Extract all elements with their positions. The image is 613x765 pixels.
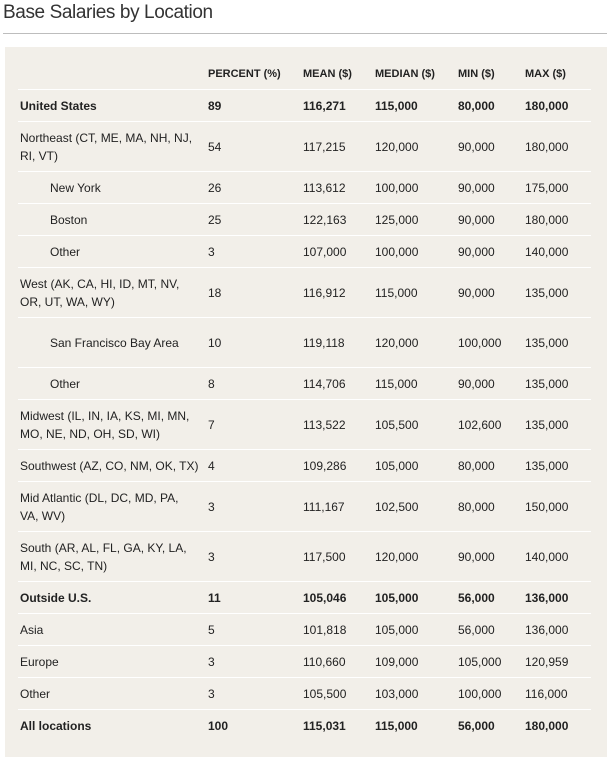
row-mean: 101,818 xyxy=(303,614,375,646)
row-percent: 10 xyxy=(208,318,303,368)
row-percent: 3 xyxy=(208,678,303,710)
table-row xyxy=(18,646,591,678)
header-median: MEDIAN ($) xyxy=(375,67,435,80)
row-min: 56,000 xyxy=(458,582,525,614)
row-location: Northeast (CT, ME, MA, NH, NJ, RI, VT) xyxy=(18,122,208,172)
header-mean: MEAN ($) xyxy=(303,67,352,80)
page-title: Base Salaries by Location xyxy=(3,2,213,23)
row-median: 115,000 xyxy=(375,268,458,318)
row-percent: 26 xyxy=(208,172,303,204)
row-min: 90,000 xyxy=(458,532,525,582)
table-row xyxy=(18,368,591,400)
row-percent: 3 xyxy=(208,482,303,532)
header-max: MAX ($) xyxy=(525,67,566,80)
table-row xyxy=(18,710,591,742)
row-min: 102,600 xyxy=(458,400,525,450)
row-max: 116,000 xyxy=(525,678,591,710)
row-mean: 107,000 xyxy=(303,236,375,268)
row-median: 105,500 xyxy=(375,400,458,450)
row-percent: 100 xyxy=(208,710,303,742)
table-row xyxy=(18,204,591,236)
row-mean: 110,660 xyxy=(303,646,375,678)
row-median: 125,000 xyxy=(375,204,458,236)
row-max: 136,000 xyxy=(525,582,591,614)
table-row xyxy=(18,172,591,204)
row-max: 180,000 xyxy=(525,90,591,122)
row-min: 80,000 xyxy=(458,450,525,482)
table-row xyxy=(18,482,591,532)
header-location xyxy=(18,58,208,90)
table-row xyxy=(18,532,591,582)
row-location: New York xyxy=(18,172,208,204)
row-median: 115,000 xyxy=(375,710,458,742)
row-max: 120,959 xyxy=(525,646,591,678)
row-max: 135,000 xyxy=(525,450,591,482)
row-max: 140,000 xyxy=(525,236,591,268)
row-location: Europe xyxy=(18,646,208,678)
row-mean: 114,706 xyxy=(303,368,375,400)
table-row xyxy=(18,678,591,710)
row-location: Mid Atlantic (DL, DC, MD, PA, VA, WV) xyxy=(18,482,208,532)
row-max: 175,000 xyxy=(525,172,591,204)
row-median: 105,000 xyxy=(375,582,458,614)
row-percent: 5 xyxy=(208,614,303,646)
row-median: 120,000 xyxy=(375,532,458,582)
row-location: Other xyxy=(18,368,208,400)
row-max: 180,000 xyxy=(525,122,591,172)
row-location: West (AK, CA, HI, ID, MT, NV, OR, UT, WA, WY) xyxy=(18,268,208,318)
row-location: United States xyxy=(18,90,208,122)
table-row xyxy=(18,614,591,646)
row-min: 80,000 xyxy=(458,90,525,122)
row-percent: 89 xyxy=(208,90,303,122)
row-percent: 3 xyxy=(208,646,303,678)
row-median: 105,000 xyxy=(375,450,458,482)
row-min: 56,000 xyxy=(458,710,525,742)
table-row xyxy=(18,268,591,318)
row-mean: 122,163 xyxy=(303,204,375,236)
table-body xyxy=(18,90,591,742)
row-percent: 7 xyxy=(208,400,303,450)
row-max: 135,000 xyxy=(525,368,591,400)
table-row xyxy=(18,122,591,172)
row-min: 100,000 xyxy=(458,678,525,710)
row-location: South (AR, AL, FL, GA, KY, LA, MI, NC, SC, TN) xyxy=(18,532,208,582)
row-min: 90,000 xyxy=(458,204,525,236)
title-divider xyxy=(3,33,607,34)
row-median: 115,000 xyxy=(375,90,458,122)
table-row xyxy=(18,236,591,268)
row-location: San Francisco Bay Area xyxy=(18,318,208,368)
row-mean: 117,215 xyxy=(303,122,375,172)
row-min: 90,000 xyxy=(458,236,525,268)
row-mean: 111,167 xyxy=(303,482,375,532)
row-mean: 113,522 xyxy=(303,400,375,450)
row-max: 135,000 xyxy=(525,318,591,368)
row-min: 90,000 xyxy=(458,268,525,318)
row-mean: 113,612 xyxy=(303,172,375,204)
row-max: 135,000 xyxy=(525,400,591,450)
row-mean: 105,500 xyxy=(303,678,375,710)
row-mean: 117,500 xyxy=(303,532,375,582)
row-min: 90,000 xyxy=(458,172,525,204)
row-median: 105,000 xyxy=(375,614,458,646)
row-min: 105,000 xyxy=(458,646,525,678)
row-min: 90,000 xyxy=(458,368,525,400)
row-min: 56,000 xyxy=(458,614,525,646)
row-max: 140,000 xyxy=(525,532,591,582)
row-location: All locations xyxy=(18,710,208,742)
row-percent: 3 xyxy=(208,532,303,582)
row-mean: 116,271 xyxy=(303,90,375,122)
row-mean: 105,046 xyxy=(303,582,375,614)
row-max: 135,000 xyxy=(525,268,591,318)
table-row xyxy=(18,582,591,614)
row-percent: 11 xyxy=(208,582,303,614)
row-max: 150,000 xyxy=(525,482,591,532)
row-max: 180,000 xyxy=(525,710,591,742)
row-percent: 25 xyxy=(208,204,303,236)
table-header-row xyxy=(18,58,591,90)
row-median: 100,000 xyxy=(375,236,458,268)
row-median: 115,000 xyxy=(375,368,458,400)
row-max: 180,000 xyxy=(525,204,591,236)
row-location: Asia xyxy=(18,614,208,646)
row-min: 90,000 xyxy=(458,122,525,172)
salary-table xyxy=(18,58,591,742)
row-mean: 109,286 xyxy=(303,450,375,482)
row-median: 120,000 xyxy=(375,122,458,172)
row-percent: 8 xyxy=(208,368,303,400)
row-mean: 115,031 xyxy=(303,710,375,742)
table-row xyxy=(18,450,591,482)
row-median: 109,000 xyxy=(375,646,458,678)
row-mean: 116,912 xyxy=(303,268,375,318)
row-max: 136,000 xyxy=(525,614,591,646)
row-median: 120,000 xyxy=(375,318,458,368)
row-location: Midwest (IL, IN, IA, KS, MI, MN, MO, NE, ND, OH, SD, WI) xyxy=(18,400,208,450)
row-location: Other xyxy=(18,678,208,710)
row-median: 102,500 xyxy=(375,482,458,532)
row-min: 80,000 xyxy=(458,482,525,532)
row-location: Boston xyxy=(18,204,208,236)
row-location: Other xyxy=(18,236,208,268)
row-median: 100,000 xyxy=(375,172,458,204)
row-percent: 54 xyxy=(208,122,303,172)
row-percent: 3 xyxy=(208,236,303,268)
table-row xyxy=(18,400,591,450)
header-min: MIN ($) xyxy=(458,67,495,80)
row-mean: 119,118 xyxy=(303,318,375,368)
row-percent: 18 xyxy=(208,268,303,318)
table-row xyxy=(18,90,591,122)
header-percent: PERCENT (%) xyxy=(208,67,281,80)
row-location: Southwest (AZ, CO, NM, OK, TX) xyxy=(18,450,208,482)
row-location: Outside U.S. xyxy=(18,582,208,614)
row-median: 103,000 xyxy=(375,678,458,710)
row-min: 100,000 xyxy=(458,318,525,368)
table-row xyxy=(18,318,591,368)
row-percent: 4 xyxy=(208,450,303,482)
